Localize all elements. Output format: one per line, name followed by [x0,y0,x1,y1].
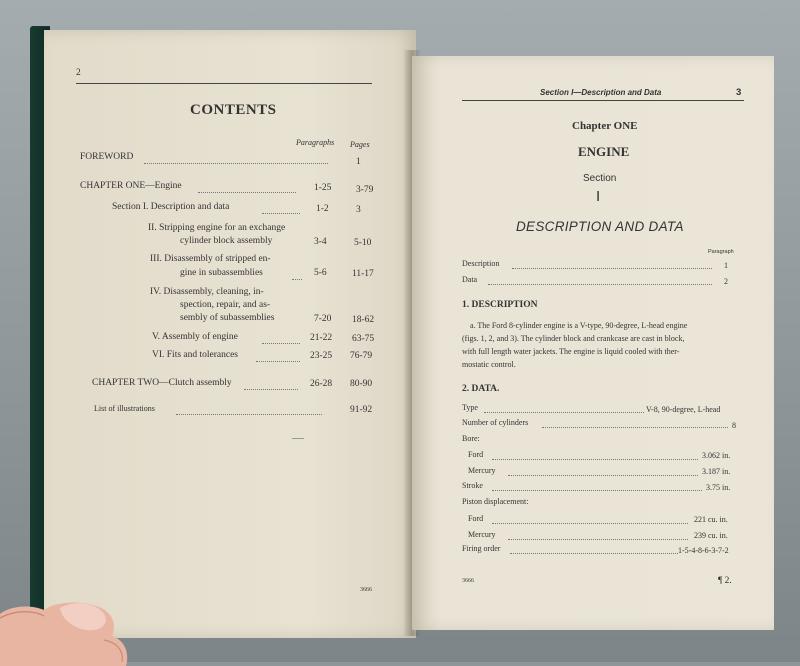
toc-num: 1 [724,261,728,270]
toc-para: 26-28 [310,379,333,389]
toc-para: 7-20 [314,314,332,324]
data-value: 3.187 in. [702,467,731,476]
toc-label: Description [462,259,500,268]
toc-para: 3-4 [314,237,327,247]
leader [492,523,688,524]
data-value: 221 cu. in. [694,515,728,524]
toc-para: 21-22 [310,333,333,343]
toc-text-cont: gine in subassemblies [180,268,263,278]
data-label: Type [462,403,478,412]
data-label: Ford [468,514,484,523]
leader [262,343,300,344]
desc-line: (figs. 1, 2, and 3). The cylinder block and crankcase are cast in block, [462,334,685,343]
desc-line: a. The Ford 8-cylinder engine is a V-type, 90-degree, L-head engine [470,321,688,330]
toc-pages: 63-75 [352,334,375,344]
running-head: Section I—Description and Data [540,88,662,97]
toc-text: V. Assembly of engine [152,332,238,342]
header-rule [76,83,372,84]
leader [292,279,302,280]
toc-pages: 1 [356,157,361,167]
toc-pages: 5-10 [354,238,372,248]
toc-text: FOREWORD [80,152,134,162]
data-label: Piston displacement: [462,497,529,506]
heading-data: 2. DATA. [462,384,500,394]
data-value: 3.062 in. [702,451,731,460]
section-title: DESCRIPTION AND DATA [516,219,684,234]
data-label: Mercury [468,466,496,475]
heading-description: 1. DESCRIPTION [462,300,538,310]
leader [508,475,698,476]
toc-text: II. Stripping engine for an exchange [148,223,286,233]
leader [542,427,728,428]
right-page [412,56,774,630]
col-paragraphs: Paragraphs [296,138,335,147]
toc-pages: 3 [356,205,361,215]
data-label: Stroke [462,481,483,490]
leader [262,213,300,214]
leader [512,268,712,269]
header-rule [462,100,744,101]
toc-text: List of illustrations [94,404,155,413]
toc-pages: 91-92 [350,405,373,415]
chapter-label: Chapter ONE [572,120,638,132]
hand-photo-element [0,596,140,666]
section-label: Section [583,173,617,184]
desc-line: with full length water jackets. The engine is liquid cooled with ther- [462,347,680,356]
toc-text: III. Disassembly of stripped en- [150,254,271,264]
contents-heading: CONTENTS [190,102,277,118]
leader [492,490,702,491]
toc-label: Data [462,275,478,284]
toc-para: 5-6 [314,268,327,278]
leader [492,459,698,460]
toc-pages: 11-17 [352,269,374,279]
desc-line: mostatic control. [462,360,516,369]
toc-text-cont: sembly of subassemblies [180,313,275,323]
data-value: 8 [732,421,736,430]
footer-code: 3666 [360,587,372,593]
leader [484,412,644,413]
toc-para: 23-25 [310,351,333,361]
data-value: 3.75 in. [706,483,731,492]
toc-pages: 3-79 [356,185,374,195]
toc-text: CHAPTER TWO—Clutch assembly [92,378,232,388]
data-value: 239 cu. in. [694,531,728,540]
leader [508,539,688,540]
leader [256,361,300,362]
toc-text: IV. Disassembly, cleaning, in- [150,287,264,297]
toc-text-cont: cylinder block assembly [180,236,273,246]
toc-text: VI. Fits and tolerances [152,350,239,360]
data-label: Mercury [468,530,496,539]
leader [144,163,328,164]
toc-text-cont: spection, repair, and as- [180,300,271,310]
leader [488,284,712,285]
chapter-title: ENGINE [578,144,630,159]
footer-paragraph: ¶ 2. [718,576,732,586]
toc-text: Section I. Description and data [112,202,230,212]
leader [510,553,678,554]
data-value: V-8, 90-degree, L-head [646,405,721,414]
data-label: Firing order [462,544,501,553]
page-number: 3 [736,87,742,98]
page-number: 2 [76,68,81,78]
leader [198,192,296,193]
col-pages: Pages [350,140,370,149]
toc-num: 2 [724,277,728,286]
data-label: Bore: [462,434,480,443]
toc-pages: 80-90 [350,379,373,389]
section-numeral: I [596,188,601,205]
toc-pages: 18-62 [352,315,375,325]
data-value: 1-5-4-8-6-3-7-2 [678,546,729,555]
end-mark [292,438,304,439]
footer-code: 3666 [462,578,474,584]
data-label: Ford [468,450,484,459]
toc-text: CHAPTER ONE—Engine [80,181,182,191]
leader [176,414,322,415]
left-page [44,30,416,638]
toc-para: 1-2 [316,204,329,214]
col-paragraph: Paragraph [708,249,734,255]
toc-pages: 76-79 [350,351,373,361]
leader [244,389,298,390]
data-label: Number of cylinders [462,418,529,427]
toc-para: 1-25 [314,183,332,193]
